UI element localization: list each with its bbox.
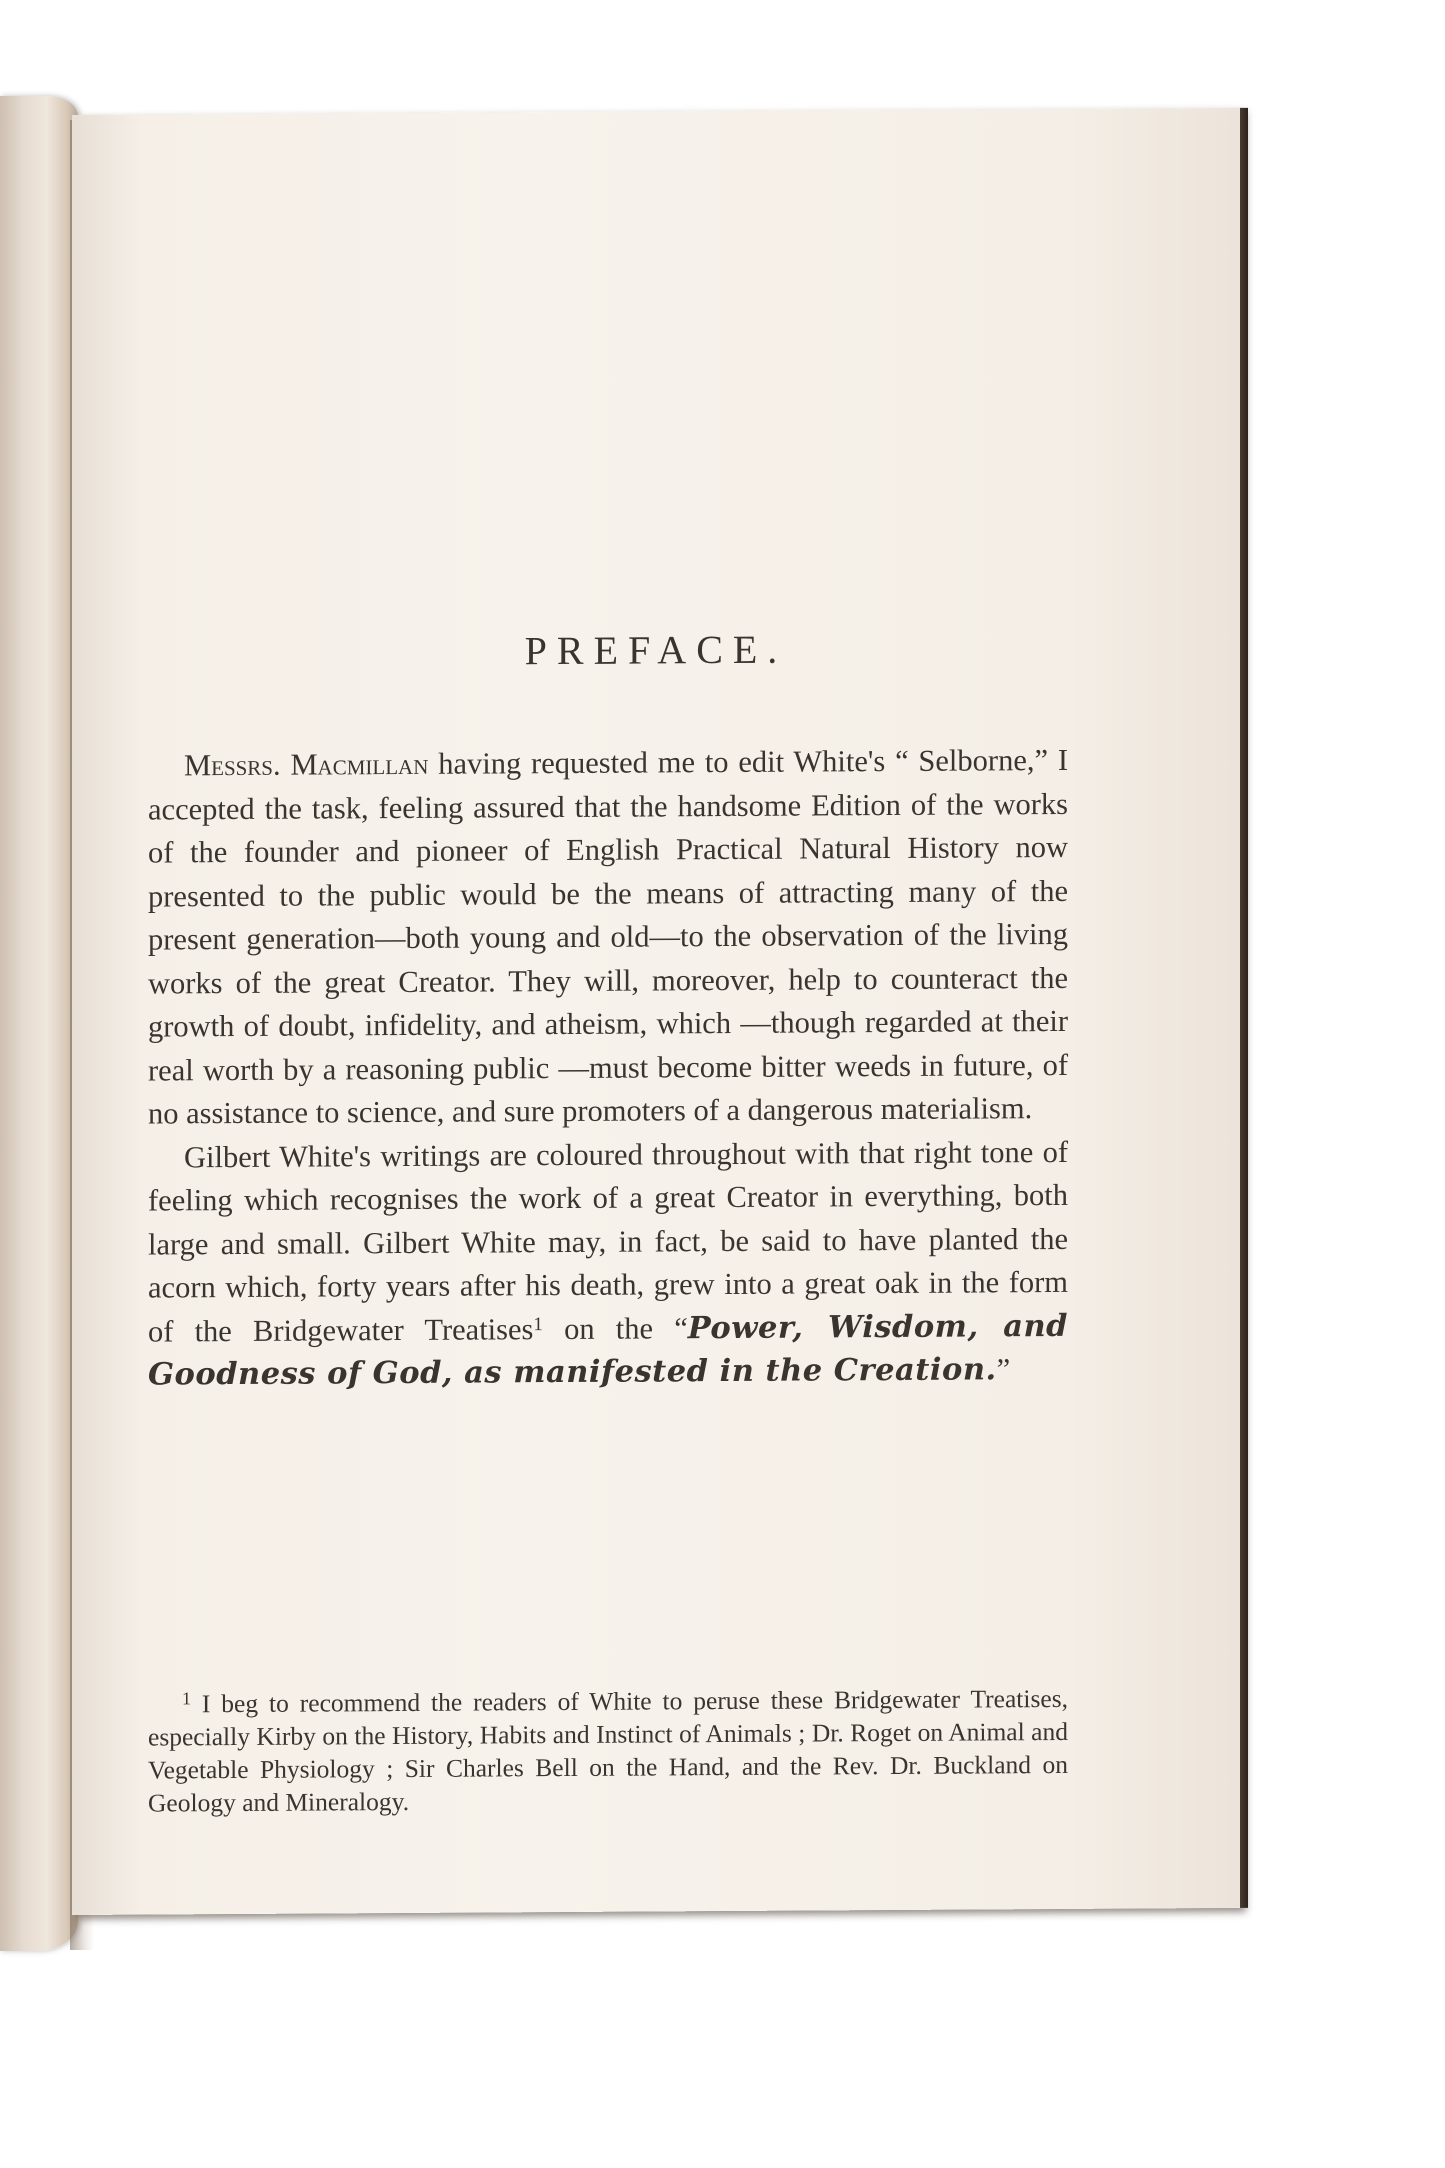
page-title: PREFACE.	[524, 626, 788, 674]
paragraph-2-text: Gilbert White's writings are coloured throughout with that right tone of feeling which recognises the work of a great Creator in everything, both large and small. Gilbert White may, in fact, be said to have planted the acorn which, forty years after his death, grew into a great oak in the form of the Bridgewater Treatises	[148, 1134, 1068, 1349]
paragraph-2	[148, 1130, 1068, 1397]
book-page	[72, 108, 1240, 1915]
body-text	[148, 739, 1068, 1397]
footnote-mark: 1	[182, 1688, 191, 1709]
paragraph-1-text: having requested me to edit White's “ Selborne,” I accepted the task, feeling assured that the handsome Edition of the works of the founder and pioneer of English Practical Natural History now presented to the public would be the means of attracting many of the present generation—both young and old—to the observation of the living works of the great Creator. They will, moreover, help to counteract the growth of doubt, infidelity, and atheism, which —though regarded at their real worth by a reasoning public —must become bitter weeds in future, of no assistance to science, and sure promoters of a dangerous materialism.	[148, 742, 1068, 1131]
paragraph-2-closing: ”	[996, 1352, 1011, 1387]
paragraph-1-lead: Messrs. Macmillan	[184, 746, 429, 783]
footnote-paragraph	[148, 1682, 1068, 1820]
footnote-reference: 1	[533, 1313, 543, 1335]
left-page-edge	[0, 96, 78, 1951]
blackletter-quote: Power, Wisdom, and Goodness of God, as manifested in the Creation.	[148, 1307, 1068, 1393]
paragraph-1	[148, 739, 1068, 1136]
footnote	[148, 1682, 1068, 1820]
page-edge-shadow	[1240, 108, 1248, 1908]
paragraph-2-text-after-ref: on the “	[542, 1310, 688, 1346]
footnote-text: I beg to recommend the readers of White to peruse these Bridgewater Treatises, especially Kirby on the History, Habits and Instinct of Animals ; Dr. Roget on Animal and Vegetable Physiology ; Sir Charles Bell on the Hand, and the Rev. Dr. Buckland on Geology and Mineralogy.	[148, 1683, 1068, 1818]
